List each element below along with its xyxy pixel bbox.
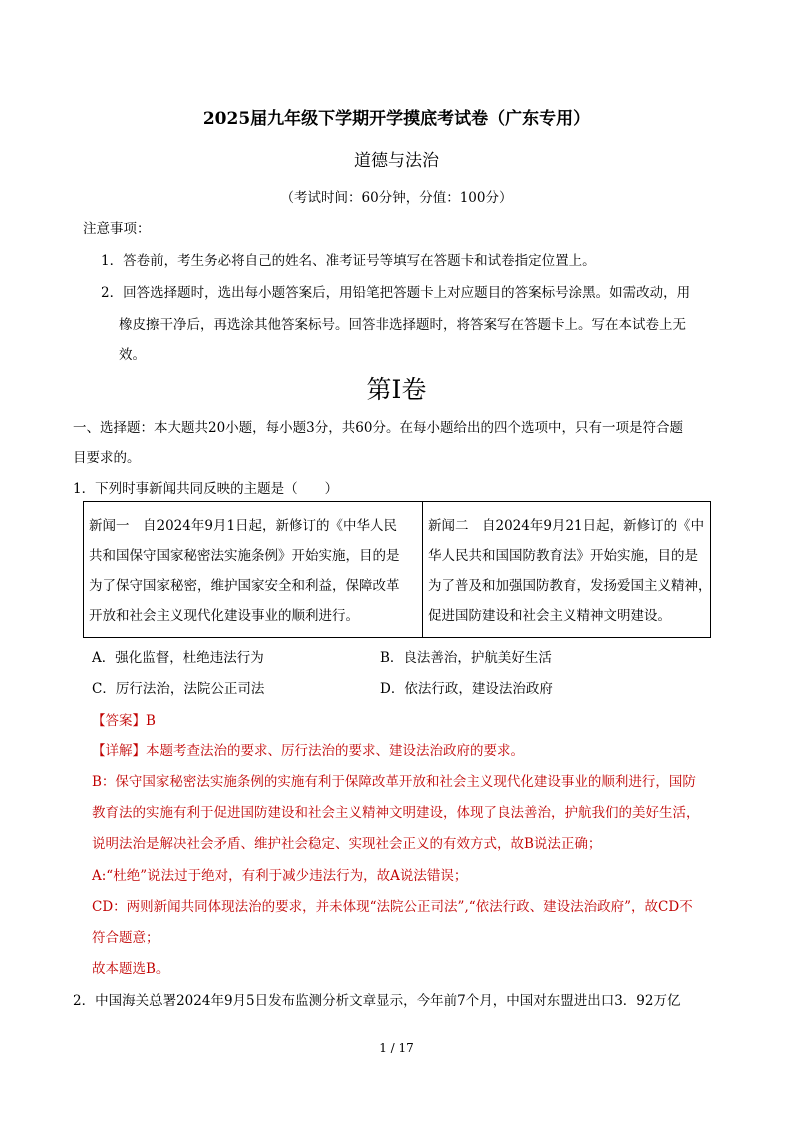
- explanation-cd-line-1: CD：两则新闻共同体现法治的要求，并未体现“法院公正司法”,“依法行政、建设法治政府”，故CD不: [92, 899, 693, 915]
- paper-title: 2025届九年级下学期开学摸底考试卷（广东专用）: [202, 109, 591, 129]
- news-2-line-2: 华人民共和国国防教育法》开始实施，目的是: [428, 548, 698, 564]
- question-1-stem: 1．下列时事新闻共同反映的主题是（ ）: [73, 481, 339, 497]
- news-1-line-4: 开放和社会主义现代化建设事业的顺利进行。: [89, 608, 359, 624]
- explanation-cd-line-2: 符合题意；: [92, 930, 160, 946]
- answer-line: [92, 709, 156, 729]
- explanation-b-line-1: B：保守国家秘密法实施条例的实施有利于保障改革开放和社会主义现代化建设事业的顺利进行，国防: [92, 774, 696, 790]
- news-1-line-2: 共和国保守国家秘密法实施条例》开始实施，目的是: [89, 548, 400, 564]
- news-2-line-1: 新闻二 自2024年9月21日起，新修订的《中: [428, 518, 705, 534]
- answer-value: B: [146, 713, 156, 729]
- section-intro-line-1: 一、选择题：本大题共20小题，每小题3分，共60分。在每小题给出的四个选项中，只有一项是符合题: [73, 420, 683, 436]
- detail-label: 【详解】: [92, 743, 146, 759]
- detail-text: 本题考查法治的要求、厉行法治的要求、建设法治政府的要求。: [146, 743, 524, 759]
- news-1-line-1: 新闻一 自2024年9月1日起，新修订的《中华人民: [89, 518, 398, 534]
- option-c: C．厉行法治，法院公正司法: [92, 681, 265, 697]
- conclusion-line: 故本题选B。: [92, 961, 170, 977]
- notice-heading: 注意事项：: [83, 221, 151, 237]
- news-1-line-3: 为了保守国家秘密，维护国家安全和利益，保障改革: [89, 578, 400, 594]
- notice-item-2-line-1: 2．回答选择题时，选出每小题答案后，用铅笔把答题卡上对应题目的答案标号涂黑。如需改动，用: [101, 285, 691, 301]
- explanation-b-line-3: 说明法治是解决社会矛盾、维护社会稳定、实现社会正义的有效方式，故B说法正确；: [92, 836, 602, 852]
- notice-item-2-line-2: 橡皮擦干净后，再选涂其他答案标号。回答非选择题时，将答案写在答题卡上。写在本试卷上无: [119, 317, 686, 333]
- explanation-a-line: A:“杜绝”说法过于绝对，有利于减少违法行为，故A说法错误；: [92, 868, 468, 884]
- subject-title: 道德与法治: [354, 151, 439, 171]
- notice-item-2-line-3: 效。: [119, 347, 146, 363]
- page-number: 1 / 17: [379, 1041, 414, 1055]
- explanation-b-line-2: 教育法的实施有利于促进国防建设和社会主义精神文明建设，体现了良法善治，护航我们的美好生活，: [92, 805, 700, 821]
- exam-info: （考试时间：60分钟，分值：100分）: [280, 190, 513, 206]
- option-a: A．强化监督，杜绝违法行为: [92, 650, 264, 666]
- question-2-stem: 2．中国海关总署2024年9月5日发布监测分析文章显示，今年前7个月，中国对东盟进出口3．92万亿: [73, 993, 681, 1009]
- detail-line: [92, 739, 524, 759]
- news-2-line-4: 促进国防建设和社会主义精神文明建设。: [428, 608, 671, 624]
- option-d: D．依法行政，建设法治政府: [380, 681, 553, 697]
- news-2-line-3: 为了普及和加强国防教育，发扬爱国主义精神，: [428, 578, 712, 594]
- section-title: 第Ⅰ卷: [366, 375, 427, 404]
- news-table-divider: [422, 502, 423, 637]
- section-intro-line-2: 目要求的。: [73, 450, 141, 466]
- answer-label: 【答案】: [92, 713, 146, 729]
- option-b: B．良法善治，护航美好生活: [380, 650, 552, 666]
- notice-item-1: 1．答卷前，考生务必将自己的姓名、准考证号等填写在答题卡和试卷指定位置上。: [101, 253, 596, 269]
